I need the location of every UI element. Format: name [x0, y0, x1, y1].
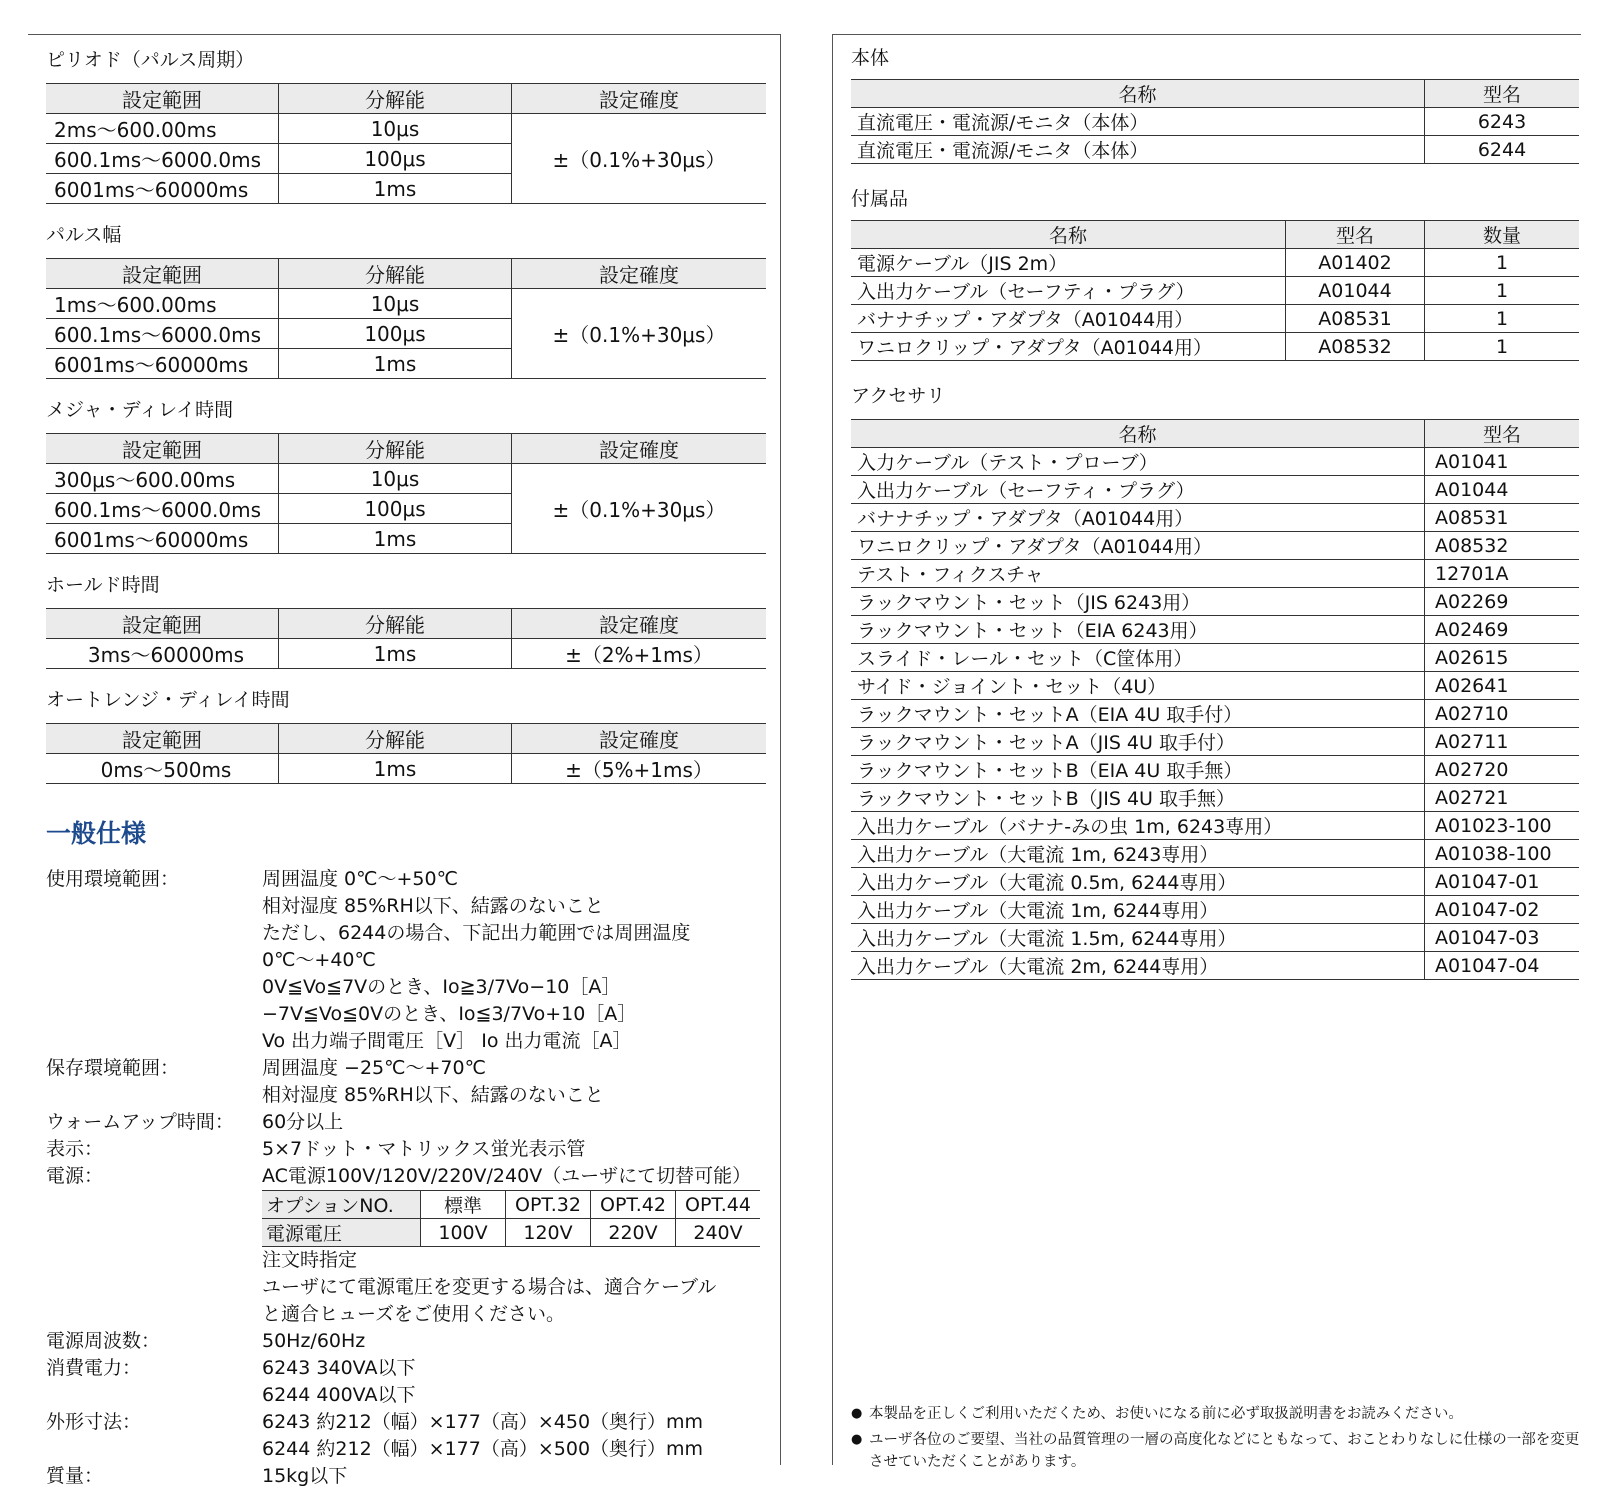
qty-cell: 1	[1425, 305, 1580, 333]
spec-line: ただし、6244の場合、下記出力範囲では周囲温度	[262, 922, 691, 944]
general-spec-title: 一般仕様	[46, 819, 147, 848]
spec-line: 周囲温度 −25℃〜+70℃	[262, 1057, 486, 1079]
name-cell: 入力ケーブル（テスト・プローブ）	[851, 448, 1425, 476]
table-row	[46, 114, 766, 144]
included-table	[851, 220, 1579, 361]
spec-label: 保存環境範囲：	[46, 1057, 180, 1079]
model-cell: A02720	[1425, 756, 1580, 784]
note-item	[851, 1403, 1581, 1425]
spec-line: 0℃〜+40℃	[262, 949, 376, 971]
name-cell: ラックマウント・セットA（JIS 4U 取手付）	[851, 728, 1425, 756]
ad-header-resolution: 分解能	[279, 724, 512, 754]
model-cell: A01023-100	[1425, 812, 1580, 840]
model-cell: A08531	[1425, 504, 1580, 532]
spec-label: 外形寸法：	[46, 1411, 142, 1433]
table-row	[851, 448, 1579, 476]
name-cell: スライド・レール・セット（C筐体用）	[851, 644, 1425, 672]
note-item	[851, 1429, 1581, 1473]
spec-label: 消費電力：	[46, 1357, 142, 1379]
model-cell: A08532	[1286, 333, 1425, 361]
table-row	[851, 756, 1579, 784]
spec-line: Vo 出力端子間電圧［V］ Io 出力電流［A］	[262, 1030, 632, 1052]
table-row	[851, 952, 1579, 980]
resolution-cell: 10μs	[279, 114, 512, 144]
name-cell: ワニロクリップ・アダプタ（A01044用）	[851, 532, 1425, 560]
table-row	[851, 672, 1579, 700]
bullet-icon: ●	[851, 1406, 863, 1421]
period-table	[46, 83, 766, 204]
hold-time-table	[46, 608, 766, 669]
spec-line: 6243 340VA以下	[262, 1357, 416, 1379]
range-cell: 0ms〜500ms	[46, 754, 279, 784]
spec-values	[262, 1409, 703, 1463]
left-content	[46, 47, 780, 1490]
model-cell: A01402	[1286, 249, 1425, 277]
table-row	[851, 588, 1579, 616]
spec-values	[262, 1355, 415, 1409]
range-cell: 600.1ms〜6000.0ms	[46, 144, 279, 174]
model-cell: A02469	[1425, 616, 1580, 644]
md-header-resolution: 分解能	[279, 434, 512, 464]
name-cell: 入出力ケーブル（大電流 1m, 6243専用）	[851, 840, 1425, 868]
model-cell: A02641	[1425, 672, 1580, 700]
name-cell: バナナチップ・アダプタ（A01044用）	[851, 305, 1286, 333]
consumption-row	[46, 1355, 780, 1409]
spec-label: 電源周波数：	[46, 1330, 161, 1352]
spec-line: 相対湿度 85%RH以下、結露のないこと	[262, 895, 604, 917]
name-cell: 直流電圧・電流源/モニタ（本体）	[851, 108, 1425, 136]
model-cell: A01047-02	[1425, 896, 1580, 924]
ht-header-accuracy: 設定確度	[512, 609, 767, 639]
model-cell: A01038-100	[1425, 840, 1580, 868]
spec-line: 6244 400VA以下	[262, 1384, 416, 1406]
qty-cell: 1	[1425, 249, 1580, 277]
resolution-cell: 1ms	[279, 639, 512, 669]
accuracy-cell: ±（5%+1ms）	[512, 754, 767, 784]
table-row	[851, 840, 1579, 868]
range-cell: 6001ms〜60000ms	[46, 174, 279, 204]
option-cell: OPT.32	[506, 1191, 591, 1219]
table-row	[851, 728, 1579, 756]
name-cell: 入出力ケーブル（大電流 2m, 6244専用）	[851, 952, 1425, 980]
model-cell: 6244	[1425, 136, 1580, 164]
model-cell: A01044	[1286, 277, 1425, 305]
resolution-cell: 100μs	[279, 319, 512, 349]
general-spec-list	[46, 866, 780, 1490]
display-row	[46, 1136, 780, 1163]
table-row	[851, 784, 1579, 812]
table-row	[851, 305, 1579, 333]
included-header-qty: 数量	[1425, 221, 1580, 249]
table-row	[851, 476, 1579, 504]
storage-env-row	[46, 1055, 780, 1109]
model-cell: A01047-01	[1425, 868, 1580, 896]
name-cell: 入出力ケーブル（大電流 1m, 6244専用）	[851, 896, 1425, 924]
body-title: 本体	[851, 47, 890, 69]
bullet-icon: ●	[851, 1432, 863, 1447]
warmup-row	[46, 1109, 780, 1136]
note-text: ユーザ各位のご要望、当社の品質管理の一層の高度化などにともなって、おことわりなしに仕様の一部を変更させていただくことがあります。	[869, 1432, 1580, 1470]
table-row	[262, 1191, 760, 1219]
resolution-cell: 1ms	[279, 174, 512, 204]
option-cell: OPT.42	[591, 1191, 676, 1219]
qty-cell: 1	[1425, 333, 1580, 361]
table-row	[851, 277, 1579, 305]
table-row	[851, 812, 1579, 840]
range-cell: 300μs〜600.00ms	[46, 464, 279, 494]
option-no-header: オプションNO.	[262, 1191, 421, 1219]
table-row	[851, 924, 1579, 952]
voltage-cell: 220V	[591, 1219, 676, 1247]
model-cell: A02721	[1425, 784, 1580, 812]
measure-delay-table	[46, 433, 766, 554]
name-cell: 入出力ケーブル（セーフティ・プラグ）	[851, 476, 1425, 504]
spec-label-empty	[46, 1247, 262, 1328]
spec-line: 0V≦Vo≦7Vのとき、Io≧3/7Vo−10［A］	[262, 976, 621, 998]
table-row	[851, 504, 1579, 532]
voltage-cell: 120V	[506, 1219, 591, 1247]
model-cell: A02711	[1425, 728, 1580, 756]
table-row	[851, 532, 1579, 560]
frequency-row	[46, 1328, 780, 1355]
voltage-cell: 240V	[676, 1219, 761, 1247]
accuracy-cell: ±（2%+1ms）	[512, 639, 767, 669]
name-cell: ラックマウント・セットB（EIA 4U 取手無）	[851, 756, 1425, 784]
table-row	[851, 249, 1579, 277]
spec-line: 15kg以下	[262, 1465, 348, 1487]
resolution-cell: 100μs	[279, 144, 512, 174]
spec-line: 50Hz/60Hz	[262, 1330, 366, 1352]
spec-line: 6243 約212（幅）×177（高）×450（奥行）mm	[262, 1411, 704, 1433]
resolution-cell: 1ms	[279, 524, 512, 554]
table-row	[46, 289, 766, 319]
power-voltage-table	[262, 1190, 760, 1247]
model-cell: A02615	[1425, 644, 1580, 672]
range-cell: 600.1ms〜6000.0ms	[46, 319, 279, 349]
mass-row	[46, 1463, 780, 1490]
ad-header-range: 設定範囲	[46, 724, 279, 754]
table-row	[851, 644, 1579, 672]
footer-notes	[851, 1403, 1581, 1473]
pw-header-accuracy: 設定確度	[512, 259, 767, 289]
period-header-resolution: 分解能	[279, 84, 512, 114]
resolution-cell: 1ms	[279, 754, 512, 784]
accuracy-cell: ±（0.1%+30μs）	[512, 114, 767, 204]
model-cell: A02269	[1425, 588, 1580, 616]
included-header-model: 型名	[1286, 221, 1425, 249]
right-column	[832, 34, 1581, 1470]
acc-header-name: 名称	[851, 420, 1425, 448]
accessories-title: アクセサリ	[851, 385, 946, 407]
accessories-table	[851, 419, 1579, 980]
spec-values	[262, 866, 690, 1055]
pw-header-range: 設定範囲	[46, 259, 279, 289]
voltage-header: 電源電圧	[262, 1219, 421, 1247]
range-cell: 6001ms〜60000ms	[46, 524, 279, 554]
table-row	[851, 333, 1579, 361]
table-row	[46, 754, 766, 784]
table-row	[851, 136, 1579, 164]
resolution-cell: 1ms	[279, 349, 512, 379]
name-cell: 直流電圧・電流源/モニタ（本体）	[851, 136, 1425, 164]
spec-line: 周囲温度 0℃〜+50℃	[262, 868, 458, 890]
name-cell: 入出力ケーブル（大電流 1.5m, 6244専用）	[851, 924, 1425, 952]
model-cell: 6243	[1425, 108, 1580, 136]
qty-cell: 1	[1425, 277, 1580, 305]
name-cell: 電源ケーブル（JIS 2m）	[851, 249, 1286, 277]
spec-label: 使用環境範囲：	[46, 868, 180, 890]
right-content	[851, 45, 1580, 1470]
acc-header-model: 型名	[1425, 420, 1580, 448]
md-header-accuracy: 設定確度	[512, 434, 767, 464]
spec-line: −7V≦Vo≦0Vのとき、Io≦3/7Vo+10［A］	[262, 1003, 637, 1025]
ht-header-resolution: 分解能	[279, 609, 512, 639]
table-row	[851, 896, 1579, 924]
spec-line: 注文時指定	[262, 1249, 358, 1271]
period-header-range: 設定範囲	[46, 84, 279, 114]
accuracy-cell: ±（0.1%+30μs）	[512, 289, 767, 379]
table-row	[46, 639, 766, 669]
table-row	[46, 464, 766, 494]
power-notes-row	[46, 1247, 780, 1328]
md-header-range: 設定範囲	[46, 434, 279, 464]
left-column	[28, 34, 781, 1487]
spec-line: と適合ヒューズをご使用ください。	[262, 1303, 566, 1325]
resolution-cell: 10μs	[279, 464, 512, 494]
name-cell: ラックマウント・セット（EIA 6243用）	[851, 616, 1425, 644]
dimensions-row	[46, 1409, 780, 1463]
hold-time-title: ホールド時間	[46, 574, 160, 596]
resolution-cell: 100μs	[279, 494, 512, 524]
option-cell: 標準	[421, 1191, 506, 1219]
model-cell: A01041	[1425, 448, 1580, 476]
spec-label: ウォームアップ時間：	[46, 1111, 234, 1133]
name-cell: テスト・フィクスチャ	[851, 560, 1425, 588]
model-cell: A08532	[1425, 532, 1580, 560]
name-cell: 入出力ケーブル（大電流 0.5m, 6244専用）	[851, 868, 1425, 896]
period-header-accuracy: 設定確度	[512, 84, 767, 114]
spec-line: 60分以上	[262, 1111, 344, 1133]
spec-label: 質量：	[46, 1465, 104, 1487]
table-row	[262, 1219, 760, 1247]
autorange-delay-title: オートレンジ・ディレイ時間	[46, 689, 290, 711]
pulse-width-table	[46, 258, 766, 379]
range-cell: 1ms〜600.00ms	[46, 289, 279, 319]
body-table	[851, 79, 1579, 164]
spec-label: 電源：	[46, 1165, 104, 1187]
model-cell: A02710	[1425, 700, 1580, 728]
body-header-model: 型名	[1425, 80, 1580, 108]
table-row	[851, 108, 1579, 136]
range-cell: 600.1ms〜6000.0ms	[46, 494, 279, 524]
model-cell: 12701A	[1425, 560, 1580, 588]
voltage-cell: 100V	[421, 1219, 506, 1247]
spec-values	[262, 1055, 604, 1109]
model-cell: A01044	[1425, 476, 1580, 504]
spec-line: ユーザにて電源電圧を変更する場合は、適合ケーブル	[262, 1276, 717, 1298]
measure-delay-title: メジャ・ディレイ時間	[46, 399, 234, 421]
model-cell: A08531	[1286, 305, 1425, 333]
spec-line: AC電源100V/120V/220V/240V（ユーザにて切替可能）	[262, 1165, 752, 1187]
table-row	[851, 560, 1579, 588]
note-text: 本製品を正しくご利用いただくため、お使いになる前に必ず取扱説明書をお読みください。	[869, 1406, 1463, 1422]
pulse-width-title: パルス幅	[46, 224, 122, 246]
name-cell: 入出力ケーブル（セーフティ・プラグ）	[851, 277, 1286, 305]
range-cell: 6001ms〜60000ms	[46, 349, 279, 379]
range-cell: 3ms〜60000ms	[46, 639, 279, 669]
spec-values	[262, 1136, 585, 1163]
spec-values	[262, 1163, 751, 1190]
operating-env-row	[46, 866, 780, 1055]
included-title: 付属品	[851, 188, 909, 210]
period-title: ピリオド（パルス周期）	[46, 49, 255, 71]
option-cell: OPT.44	[676, 1191, 761, 1219]
name-cell: ラックマウント・セット（JIS 6243用）	[851, 588, 1425, 616]
spec-line: 6244 約212（幅）×177（高）×500（奥行）mm	[262, 1438, 704, 1460]
spec-values	[262, 1109, 343, 1136]
resolution-cell: 10μs	[279, 289, 512, 319]
spec-line: 相対湿度 85%RH以下、結露のないこと	[262, 1084, 604, 1106]
table-row	[851, 616, 1579, 644]
pw-header-resolution: 分解能	[279, 259, 512, 289]
body-header-name: 名称	[851, 80, 1425, 108]
name-cell: ワニロクリップ・アダプタ（A01044用）	[851, 333, 1286, 361]
included-header-name: 名称	[851, 221, 1286, 249]
model-cell: A01047-03	[1425, 924, 1580, 952]
name-cell: サイド・ジョイント・セット（4U）	[851, 672, 1425, 700]
table-row	[851, 868, 1579, 896]
name-cell: ラックマウント・セットA（EIA 4U 取手付）	[851, 700, 1425, 728]
spec-values	[262, 1328, 365, 1355]
range-cell: 2ms〜600.00ms	[46, 114, 279, 144]
name-cell: バナナチップ・アダプタ（A01044用）	[851, 504, 1425, 532]
spec-values	[262, 1463, 347, 1490]
name-cell: 入出力ケーブル（バナナ-みの虫 1m, 6243専用）	[851, 812, 1425, 840]
table-row	[851, 700, 1579, 728]
spec-label: 表示：	[46, 1138, 104, 1160]
power-row	[46, 1163, 780, 1190]
ad-header-accuracy: 設定確度	[512, 724, 767, 754]
spec-values	[262, 1247, 716, 1328]
model-cell: A01047-04	[1425, 952, 1580, 980]
autorange-delay-table	[46, 723, 766, 784]
ht-header-range: 設定範囲	[46, 609, 279, 639]
accuracy-cell: ±（0.1%+30μs）	[512, 464, 767, 554]
spec-line: 5×7ドット・マトリックス蛍光表示管	[262, 1138, 586, 1160]
name-cell: ラックマウント・セットB（JIS 4U 取手無）	[851, 784, 1425, 812]
